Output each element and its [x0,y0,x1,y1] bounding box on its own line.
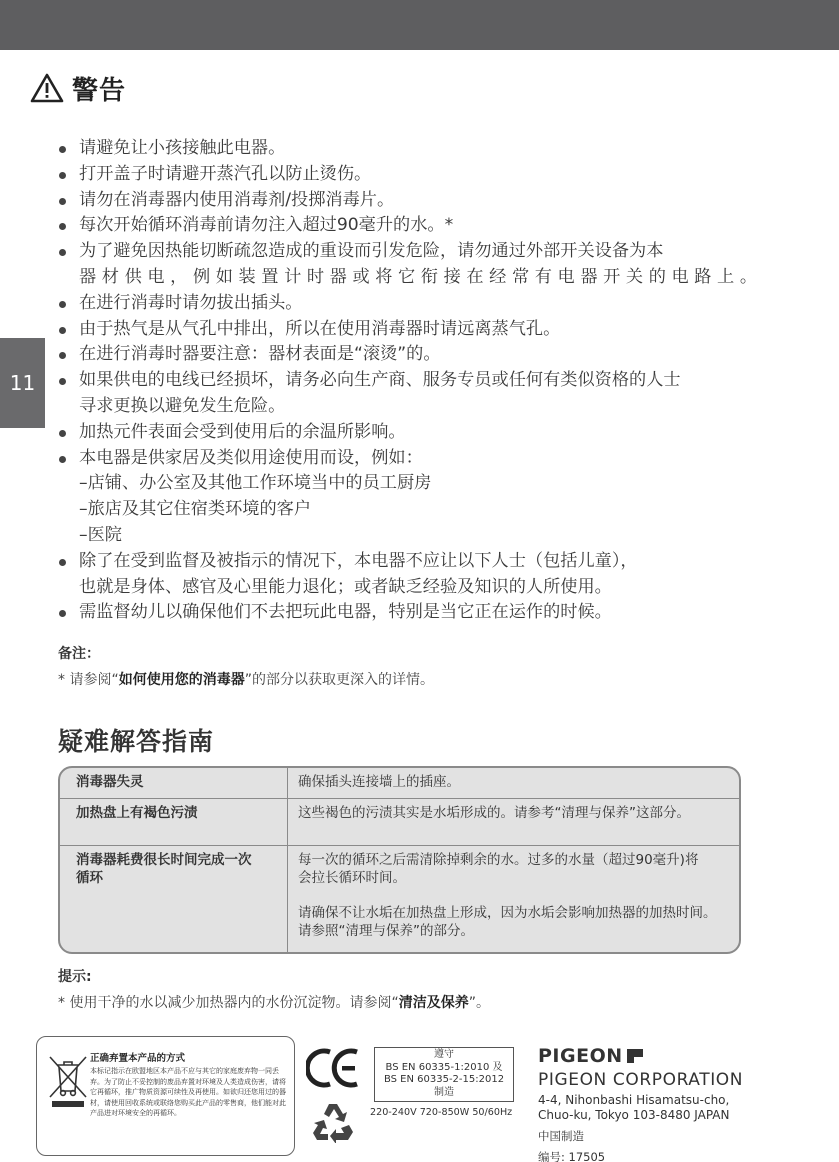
list-item-text: 寻求更换以避免发生危险。 [79,395,286,416]
table-row [60,768,739,799]
solution-text: 请确保不让水垢在加热盘上形成，因为水垢会影响加热器的加热时间。请参照“清理与保养”的部分。 [298,905,717,939]
warning-list [58,136,798,626]
list-item-text: 在进行消毒时器要注意：器材表面是“滚烫”的。 [79,344,441,365]
recycle-icon [311,1101,355,1143]
list-item [58,420,798,446]
sub-item-text: –店铺、办公室及其他工作环境当中的员工厨房 [79,473,432,494]
list-item-text: 除了在受到监督及被指示的情况下，本电器不应让以下人士（包括儿童）， [79,550,638,571]
list-item [58,446,798,472]
list-item-text: 加热元件表面会受到使用后的余温所影响。 [79,421,406,442]
list-item-text: 在进行消毒时请勿拔出插头。 [79,292,303,313]
tip-text [58,992,490,1012]
compliance-box [374,1047,514,1102]
solution-text: 这些褐色的污渍其实是水垢形成的。请参考“清理与保养”这部分。 [298,805,690,821]
address-line-1: 4-4, Nihonbashi Hisamatsu-cho, [538,1093,730,1107]
warning-title: 警告 [72,75,127,106]
disposal-title: 正确弃置本产品的方式 [90,1053,186,1064]
solution-text: 每一次的循环之后需清除掉剩余的水。过多的水量（超过90毫升)将会拉长循环时间。 [298,852,699,886]
problem-cell: 加热盘上有褐色污渍 [60,799,288,845]
note-bold: 如何使用您的消毒器 [118,672,245,688]
compliance-line: BS EN 60335-2-15:2012 [383,1074,505,1085]
pigeon-logo-icon [626,1048,644,1064]
list-item-text: 器材供电，例如装置计时器或将它衔接在经常有电器开关的电路上。 [79,266,763,287]
list-item-text: 为了避免因热能切断疏忽造成的重设而引发危险，请勿通过外部开关设备为本 [79,241,664,262]
sub-item-text: –旅店及其它住宿类环境的客户 [79,499,312,520]
brand-name: PIGEON [538,1045,623,1067]
serial-number: 编号: 17505 [538,1150,606,1162]
solution-cell [288,846,739,954]
bullet-dot [59,456,66,463]
list-item-text: 也就是身体、感官及心里能力退化；或者缺乏经验及知识的人所使用。 [79,576,612,597]
list-item-text: 请勿在消毒器内使用消毒剂/投掷消毒片。 [79,189,395,210]
compliance-line: 遵守 [434,1049,454,1060]
brand-logo [538,1045,644,1067]
crossed-bin-icon [46,1053,90,1099]
list-item [58,162,798,188]
bullet-dot [59,249,66,256]
bullet-dot [59,198,66,205]
tip-bold: 清洁及保养 [398,995,469,1011]
sub-list-item [58,471,798,497]
page-number-tab [0,338,45,428]
list-item [58,600,798,626]
sub-item-text: –医院 [79,524,122,545]
solution-cell [288,768,739,798]
problem-cell: 消毒器耗费很长时间完成一次循环 [60,846,288,954]
tip-prefix: * 使用干净的水以减少加热器内的水份沉淀物。请参阅“ [58,995,399,1011]
list-item-text: 请避免让小孩接触此电器。 [79,138,286,158]
tip-suffix: ”。 [468,995,490,1011]
electrical-rating: 220-240V 720-850W 50/60Hz [370,1107,513,1118]
address-line-2: Chuo-ku, Tokyo 103-8480 JAPAN [538,1108,730,1122]
list-item [58,213,798,239]
page-number: 11 [9,371,36,395]
note-prefix: * 请参阅“ [58,672,119,688]
list-item [58,342,798,368]
list-item-text: 每次开始循环消毒前请勿注入超过90毫升的水。* [79,215,454,236]
compliance-line: BS EN 60335-1:2010 及 [385,1061,503,1073]
table-row [60,799,739,846]
list-item [58,239,798,291]
weee-bar [52,1101,84,1107]
list-item [58,136,798,162]
list-item [58,188,798,214]
corporation-name: PIGEON CORPORATION [538,1070,744,1090]
solution-text: 确保插头连接墙上的插座。 [298,774,460,790]
problem-cell: 消毒器失灵 [60,768,288,798]
note-label: 备注： [58,646,100,662]
list-item-text: 本电器是供家居及类似用途使用而设，例如： [79,447,423,468]
warning-heading [30,70,126,106]
troubleshooting-title: 疑难解答指南 [58,727,215,756]
bullet-dot [59,352,66,359]
warning-triangle-icon [30,73,64,103]
sub-list-item [58,523,798,549]
bullet-dot [59,378,66,385]
bullet-dot [59,146,66,153]
made-in-label: 中国制造 [538,1129,584,1143]
list-item [58,291,798,317]
bullet-dot [59,559,66,566]
list-item-text: 如果供电的电线已经损坏，请务必向生产商、服务专员或任何有类似资格的人士 [79,370,681,391]
bullet-dot [59,610,66,617]
list-item-text: 需监督幼儿以确保他们不去把玩此电器，特别是当它正在运作的时候。 [79,602,612,623]
ce-mark-icon [306,1047,362,1089]
table-row [60,846,739,954]
solution-cell [288,799,739,845]
bullet-dot [59,327,66,334]
list-item [58,368,798,420]
bullet-dot [59,172,66,179]
note-text [58,669,434,689]
top-bar [0,0,839,50]
bullet-dot [59,301,66,308]
note-suffix: ”的部分以获取更深入的详情。 [244,672,434,688]
sub-list-item [58,497,798,523]
list-item-text: 打开盖子时请避开蒸汽孔以防止烫伤。 [79,163,372,184]
compliance-line: 制造 [434,1086,454,1098]
bullet-dot [59,430,66,437]
list-item [58,317,798,343]
list-item-text: 由于热气是从气孔中排出，所以在使用消毒器时请远离蒸气孔。 [79,318,561,339]
disposal-text: 本标记指示在欧盟地区本产品不应与其它的家庭废弃物一同丢弃。为了防止不妥控制的废品弃置对环境及人类造成伤害，请将它再循环，推广物质资源可续性及再使用。如欲归还您用过的器材，请使用回收系统或联络您购买此产品的零售商，他们能对此产品进对环境安全的再循环。 [90,1067,286,1117]
bullet-dot [59,223,66,230]
tip-label: 提示: [58,969,92,985]
disposal-notice [36,1036,295,1156]
troubleshooting-table [58,766,741,954]
list-item [58,549,798,601]
